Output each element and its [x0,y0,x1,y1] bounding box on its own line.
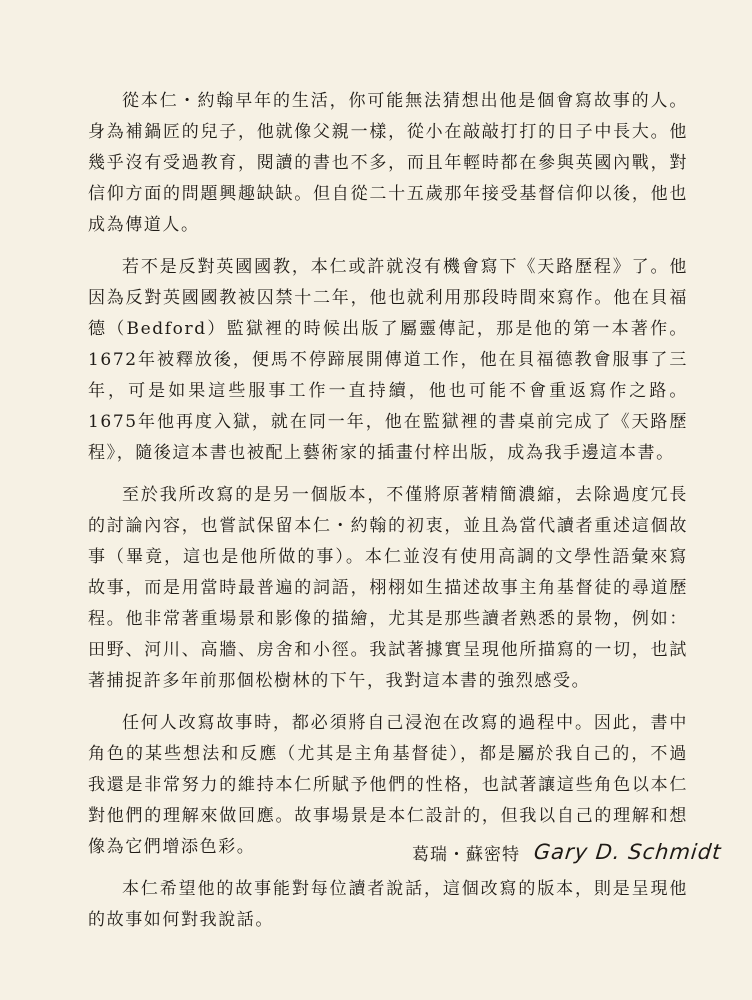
paragraph-2: 若不是反對英國國教，本仁或許就沒有機會寫下《天路歷程》了。他因為反對英國國教被囚禁十二年，他也就利用那段時間來寫作。他在貝福德（Bedford）監獄裡的時候出版了屬靈傳記，那是他的第一本著作。1672年被釋放後，便馬不停蹄展開傳道工作，他在貝福德教會服事了三年，可是如果這些服事工作一直持續，他也可能不會重返寫作之路。1675年他再度入獄，就在同一年，他在監獄裡的書桌前完成了《天路歷程》，隨後這本書也被配上藝術家的插畫付梓出版，成為我手邊這本書。 [88,257,688,463]
author-signature-handwritten: Gary D. Schmidt [532,840,723,864]
author-name-chinese: 葛瑞・蘇密特 [412,844,520,865]
author-signature [412,832,723,872]
preface-body [88,86,688,947]
paragraph-1: 從本仁・約翰早年的生活，你可能無法猜想出他是個會寫故事的人。身為補鍋匠的兒子，他就像父親一樣，從小在敲敲打打的日子中長大。他幾乎沒有受過教育，閱讀的書也不多，而且年輕時都在參與英國內戰，對信仰方面的問題興趣缺缺。但自從二十五歲那年接受基督信仰以後，他也成為傳道人。 [88,91,688,235]
paragraph-5: 本仁希望他的故事能對每位讀者說話，這個改寫的版本，則是呈現他的故事如何對我說話。 [88,879,688,930]
paragraph-3: 至於我所改寫的是另一個版本，不僅將原著精簡濃縮，去除過度冗長的討論內容，也嘗試保留本仁・約翰的初衷，並且為當代讀者重述這個故事（畢竟，這也是他所做的事）。本仁並沒有使用高調的文學性語彙來寫故事，而是用當時最普遍的詞語，栩栩如生描述故事主角基督徒的尋道歷程。他非常著重場景和影像的描繪，尤其是那些讀者熟悉的景物，例如：田野、河川、高牆、房舍和小徑。我試著據實呈現他所描寫的一切，也試著捕捉許多年前那個松樹林的下午，我對這本書的強烈感受。 [88,485,688,691]
paragraph-4: 任何人改寫故事時，都必須將自己浸泡在改寫的過程中。因此，書中角色的某些想法和反應（尤其是主角基督徒），都是屬於我自己的，不過我還是非常努力的維持本仁所賦予他們的性格，也試著讓這些角色以本仁對他們的理解來做回應。故事場景是本仁設計的，但我以自己的理解和想像為它們增添色彩。 [88,713,688,857]
